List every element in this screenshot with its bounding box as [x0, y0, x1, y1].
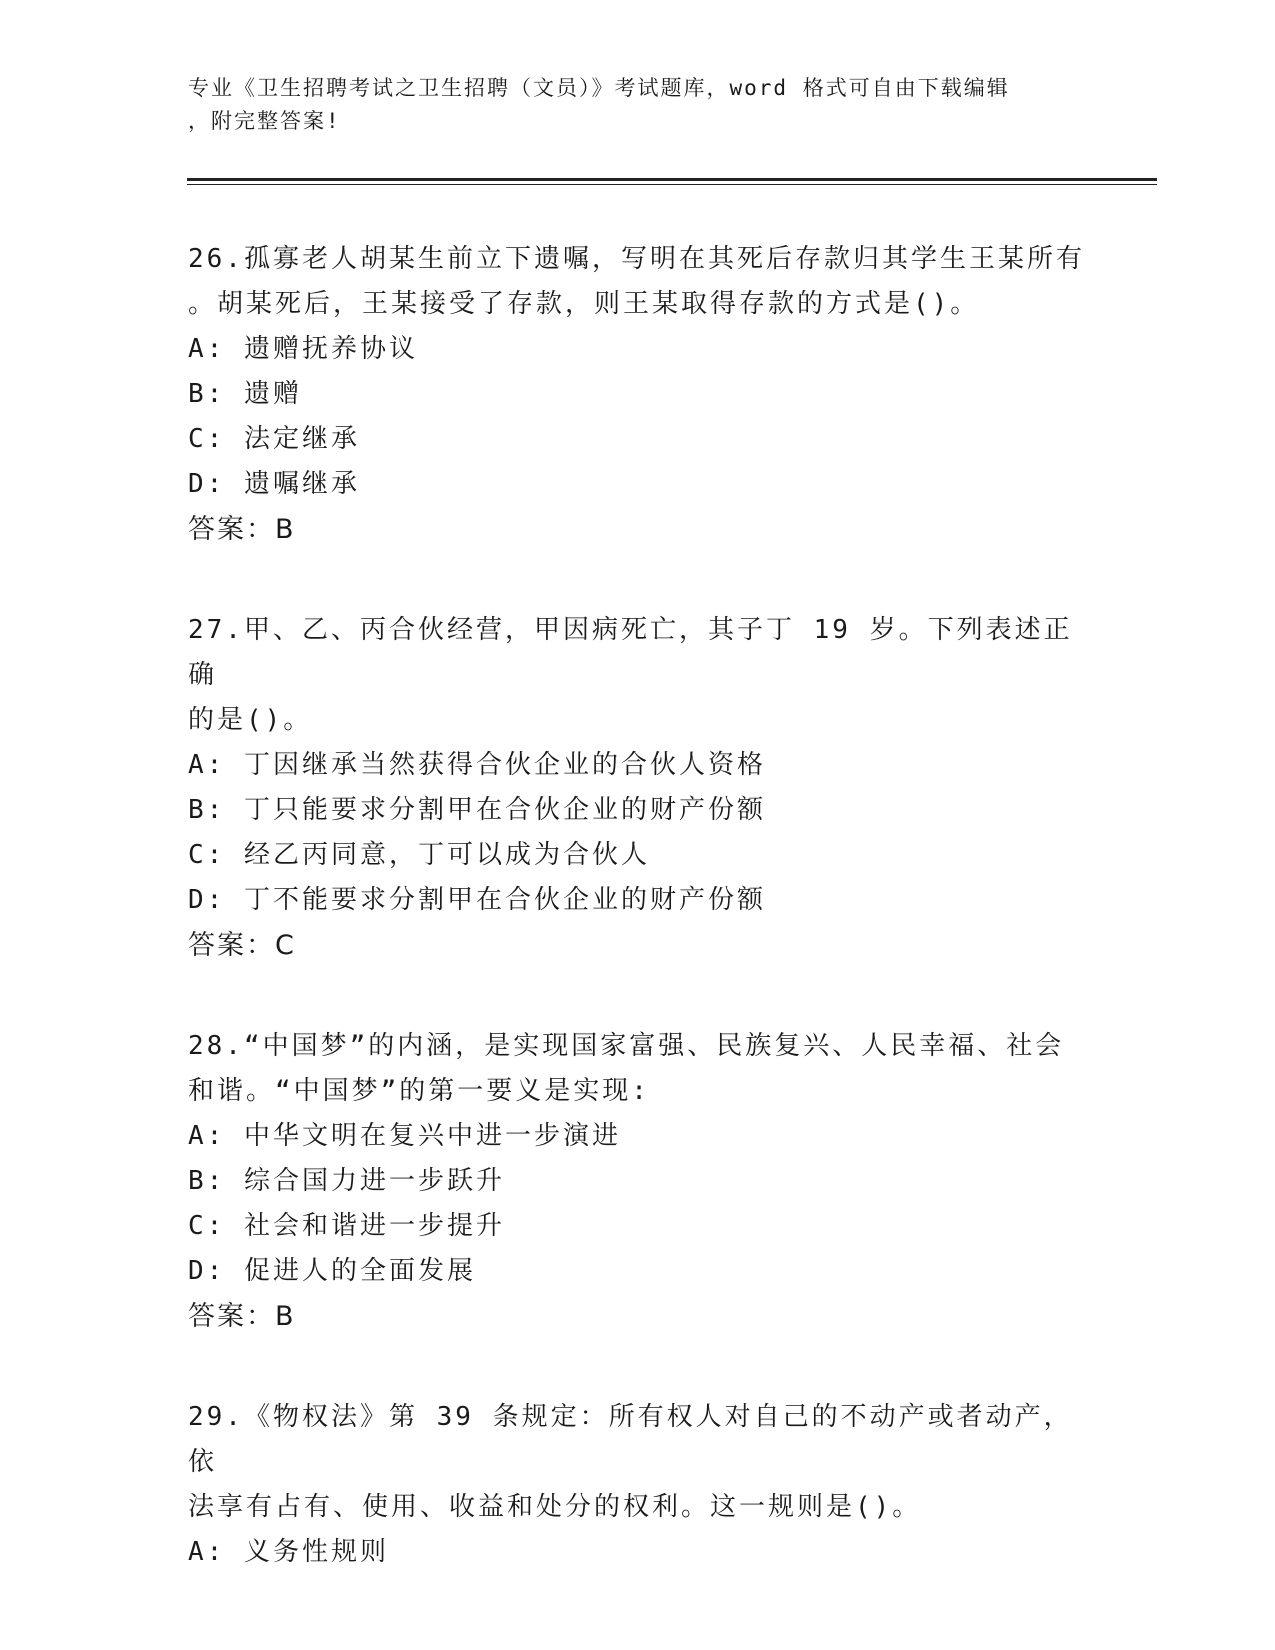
- document-header: [188, 72, 1088, 138]
- question-27: [188, 608, 1088, 968]
- option-b: B: 综合国力进一步跃升: [188, 1166, 505, 1196]
- header-divider-thick: [187, 178, 1157, 181]
- option-c: C: 法定继承: [188, 424, 360, 454]
- option-c: C: 社会和谐进一步提升: [188, 1211, 505, 1241]
- question-stem: 29.《物权法》第 39 条规定：所有权人对自己的不动产或者动产，依: [188, 1402, 1073, 1477]
- option-a: A: 义务性规则: [188, 1537, 389, 1567]
- header-line-1: 专业《卫生招聘考试之卫生招聘（文员）》考试题库，word 格式可自由下载编辑: [188, 76, 1010, 100]
- option-a: A: 遗赠抚养协议: [188, 334, 418, 364]
- question-28: [188, 1024, 1088, 1339]
- header-divider-thin: [187, 184, 1157, 185]
- option-c: C: 经乙丙同意，丁可以成为合伙人: [188, 840, 650, 870]
- answer: 答案：C: [188, 930, 296, 961]
- question-list: [188, 237, 1088, 1631]
- option-b: B: 丁只能要求分割甲在合伙企业的财产份额: [188, 795, 766, 825]
- question-26: [188, 237, 1088, 552]
- question-stem-continued: 的是()。: [188, 705, 313, 735]
- question-stem: 27.甲、乙、丙合伙经营，甲因病死亡，其子丁 19 岁。下列表述正确: [188, 615, 1073, 690]
- option-a: A: 中华文明在复兴中进一步演进: [188, 1121, 621, 1151]
- option-d: D: 遗嘱继承: [188, 469, 360, 499]
- question-stem: 28.“中国梦”的内涵，是实现国家富强、民族复兴、人民幸福、社会: [188, 1031, 1065, 1061]
- question-stem-continued: 和谐。“中国梦”的第一要义是实现:: [188, 1076, 650, 1106]
- option-d: D: 促进人的全面发展: [188, 1256, 476, 1286]
- question-29: [188, 1395, 1088, 1575]
- answer: 答案：B: [188, 1301, 296, 1332]
- answer: 答案：B: [188, 514, 296, 545]
- question-stem-continued: 。胡某死后，王某接受了存款，则王某取得存款的方式是()。: [188, 289, 980, 319]
- question-stem: 26.孤寡老人胡某生前立下遗嘱，写明在其死后存款归其学生王某所有: [188, 244, 1085, 274]
- option-b: B: 遗赠: [188, 379, 302, 409]
- question-stem-continued: 法享有占有、使用、收益和处分的权利。这一规则是()。: [188, 1492, 922, 1522]
- option-d: D: 丁不能要求分割甲在合伙企业的财产份额: [188, 885, 766, 915]
- header-line-2: ，附完整答案!: [188, 109, 341, 133]
- option-a: A: 丁因继承当然获得合伙企业的合伙人资格: [188, 750, 766, 780]
